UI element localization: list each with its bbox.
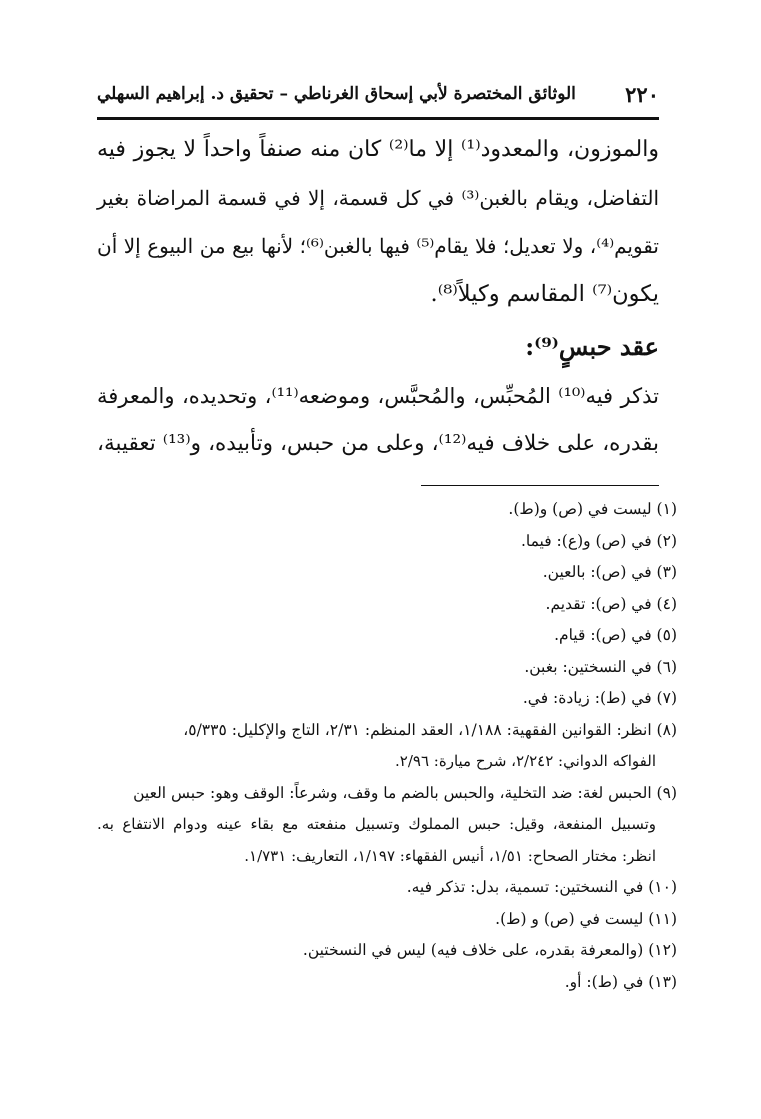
footnote-continuation: الفواكه الدواني: ٢/٢٤٢، شرح ميارة: ٢/٩٦.	[395, 752, 656, 770]
footnote: (٣) في (ص): بالعين.	[542, 563, 677, 581]
footnote-continuation: وتسبيل المنفعة، وقيل: حبس المملوك وتسبيل منفعته مع بقاء عينه ودوام الانتفاع به.	[97, 815, 656, 833]
text-line: يكون⁽⁷⁾ المقاسم وكيلاً⁽⁸⁾.	[430, 281, 659, 307]
footnote: (٦) في النسختين: بغبن.	[524, 657, 677, 676]
footnote: (١) ليست في (ص) و(ط).	[508, 500, 677, 518]
main-text	[97, 126, 659, 468]
header-rule	[97, 117, 659, 120]
text-line: التفاضل، ويقام بالغبن⁽³⁾ في كل قسمة، إلا في قسمة المراضاة بغير	[97, 186, 660, 210]
footnotes	[97, 494, 677, 998]
footnote-continuation: انظر: مختار الصحاح: ١/٥١، أنيس الفقهاء: ١/١٩٧، التعاريف: ١/٧٣١.	[244, 846, 656, 865]
page-header	[97, 82, 659, 112]
footnote: (٩) الحبس لغة: ضد التخلية، والحبس بالضم ما وقف، وشرعاً: الوقف وهو: حبس العين	[133, 783, 677, 802]
footnote: (٤) في (ص): تقديم.	[545, 594, 677, 613]
text-line: تذكر فيه⁽¹⁰⁾ المُحبِّس، والمُحبَّس، وموضعه⁽¹¹⁾، وتحديده، والمعرفة	[97, 384, 659, 408]
footnote-separator	[421, 485, 659, 486]
section-heading: عقد حبسٍ⁽⁹⁾:	[525, 332, 659, 361]
text-line: والموزون، والمعدود⁽¹⁾ إلا ما⁽²⁾ كان منه صنفاً واحداً لا يجوز فيه	[97, 137, 659, 162]
footnote: (١١) ليست في (ص) و (ط).	[495, 909, 677, 928]
footnote: (٢) في (ص) و(ع): فيما.	[520, 531, 677, 550]
footnote: (١٢) (والمعرفة بقدره، على خلاف فيه) ليس في النسختين.	[302, 941, 677, 959]
footnote: (٧) في (ط): زيادة: في.	[522, 689, 677, 707]
running-title: الوثائق المختصرة لأبي إسحاق الغرناطي – تحقيق د. إبراهيم السهلي	[97, 84, 576, 104]
text-line: تقويم⁽⁴⁾، ولا تعديل؛ فلا يقام⁽⁵⁾ فيها بالغبن⁽⁶⁾؛ لأنها بيع من البيوع إلا أن	[97, 234, 659, 258]
page-number: ٢٢٠	[625, 82, 659, 107]
footnote: (٨) انظر: القوانين الفقهية: ١/١٨٨، العقد المنظم: ٢/٣١، التاج والإكليل: ٥/٣٣٥،	[183, 720, 677, 739]
footnote: (١٠) في النسختين: تسمية، بدل: تذكر فيه.	[406, 878, 677, 896]
footnote: (١٣) في (ط): أو.	[564, 972, 677, 991]
text-line: بقدره، على خلاف فيه⁽¹²⁾، وعلى من حبس، وتأبيده، و⁽¹³⁾ تعقيبة،	[97, 431, 659, 456]
footnote: (٥) في (ص): قيام.	[554, 626, 677, 644]
